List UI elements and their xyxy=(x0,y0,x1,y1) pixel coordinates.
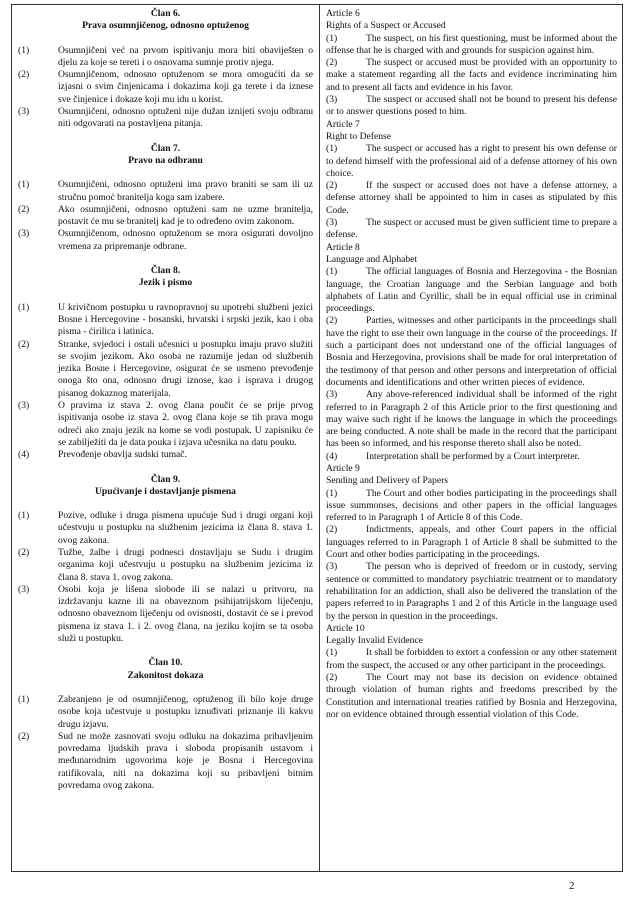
article-title: Upućivanje i dostavljanje pismena xyxy=(95,485,236,497)
paragraph-number: (2) xyxy=(326,57,338,69)
paragraph-number: (3) xyxy=(18,583,30,595)
paragraph-number: (3) xyxy=(326,561,338,573)
article-title: Language and Alphabet xyxy=(326,253,418,265)
paragraph-number: (3) xyxy=(18,106,30,118)
paragraph-number: (2) xyxy=(326,180,338,192)
article-title: Zakonitost dokaza xyxy=(127,669,204,681)
paragraph-number: (2) xyxy=(18,338,30,350)
bilingual-table xyxy=(11,4,623,872)
paragraph-number: (1) xyxy=(326,487,338,499)
paragraph xyxy=(326,524,617,561)
paragraph xyxy=(326,266,617,315)
paragraph xyxy=(18,69,313,106)
paragraph xyxy=(18,731,313,792)
paragraph xyxy=(326,57,617,94)
paragraph-number: (1) xyxy=(326,647,338,659)
paragraph xyxy=(326,180,617,217)
paragraph-text: If the suspect or accused does not have a defense attorney, a defense attorney shall be appointed to him in cases as stipulated by this Code. xyxy=(326,180,617,216)
paragraph xyxy=(18,694,313,731)
article-title: Rights of a Suspect or Accused xyxy=(326,20,446,32)
paragraph-number: (3) xyxy=(18,228,30,240)
article-title: Sending and Delivery of Papers xyxy=(326,475,449,487)
paragraph-text: The person who is deprived of freedom or in custody, serving sentence or committed to mandatory psychiatric treatment or to mandatory rehabilitation for an addiction, shall also be delivered the translation of the papers referred to in Paragraphs 1 and 2 of this Article in the language used by the person in question in the proceedings. xyxy=(326,561,617,622)
article-heading xyxy=(18,143,313,168)
paragraph-text: U krivičnom postupku u ravnopravnoj su upotrebi službeni jezici Bosne i Hercegovine - bosanski, hrvatski i srpski jezik, kao i oba pisma - ćirilica i latinica. xyxy=(58,301,313,338)
paragraph xyxy=(18,547,313,584)
paragraph xyxy=(18,204,313,229)
paragraph-number: (2) xyxy=(18,546,30,558)
paragraph-text: Osumnjičeni, odnosno optuženi ima pravo braniti se sam ili uz stručnu pomoć branitelja koga sam izabere. xyxy=(58,179,313,203)
paragraph xyxy=(18,179,313,204)
paragraph-text: Indictments, appeals, and other Court papers in the official languages referred to in Paragraph 1 of Article 8 shall be submitted to the Court and other bodies participating in the proceedings. xyxy=(326,524,617,561)
paragraph-number: (1) xyxy=(18,179,30,191)
paragraph-number: (3) xyxy=(326,217,338,229)
paragraph-text: It shall be forbidden to extort a confession or any other statement from the suspect, the accused or any other participant in the proceedings. xyxy=(326,647,617,671)
bosnian-column xyxy=(12,5,320,871)
paragraph-text: The suspect or accused must be given sufficient time to prepare a defense. xyxy=(326,217,617,241)
paragraph-text: Prevođenje obavlja sudski tumač. xyxy=(58,449,187,461)
paragraph xyxy=(18,400,313,449)
article-heading xyxy=(18,8,313,33)
article-number: Article 10 xyxy=(326,622,365,634)
article-number: Član 6. xyxy=(150,8,181,19)
paragraph-text: Osobi koja je lišena slobode ili se nalazi u pritvoru, na izdržavanju kazne ili na obaveznom psihijatrijskom liječenju, odnosno obaveznom liječenju od ovisnosti, dostavit će se i prevod pismena iz stava 1. i 2. ovog člana, na jeziku kojim se ta osoba služi u postupku. xyxy=(58,583,313,645)
article-heading xyxy=(18,265,313,290)
paragraph-number: (3) xyxy=(326,94,338,106)
article-number: Article 9 xyxy=(326,462,360,474)
paragraph xyxy=(326,217,617,242)
paragraph xyxy=(326,672,617,721)
paragraph-text: Pozive, odluke i druga pismena upućuje Sud i drugi organi koji učestvuju u postupku na službenim jezicima iz člana 8. stava 1. ovog zakona. xyxy=(58,510,313,546)
paragraph-text: The suspect or accused shall not be bound to present his defense or to answer questions posed to him. xyxy=(326,94,617,118)
article-title: Jezik i pismo xyxy=(138,277,193,289)
paragraph xyxy=(326,94,617,119)
paragraph xyxy=(326,33,617,58)
paragraph-text: Parties, witnesses and other participants in the proceedings shall have the right to use their own language in the course of the proceedings. If such a participant does not understand one of the official languages of Bosnia and Herzegovina, provisions shall be made for oral interpretation of the testimony of that person and other persons and interpretation of official documents and identifications and other written pieces of evidence. xyxy=(326,315,617,388)
paragraph-number: (4) xyxy=(326,450,338,462)
paragraph-text: O pravima iz stava 2. ovog člana poučit će se prije prvog ispitivanja osobe iz stava 2. ovog člana koje se tih prava mogu odreći ako znaju jezik na kome se vodi postupak. U zapisniku će se zabilježiti da je data pouka i izjava učesnika na datu pouku. xyxy=(58,400,313,448)
paragraph-text: The Court may not base its decision on evidence obtained through violation of human rights and freedoms prescribed by the Constitution and international treaties ratified by Bosnia and Herzegovina, nor on evidence obtained through essential violation of this Code. xyxy=(326,672,617,720)
paragraph-number: (1) xyxy=(18,510,30,522)
paragraph-text: Ako osumnjičeni, odnosno optuženi sam ne uzme branitelja, postavit će mu se branitelj kad je to određeno ovim zakonom. xyxy=(58,203,313,228)
paragraph xyxy=(18,228,313,253)
paragraph-number: (1) xyxy=(326,32,338,44)
paragraph-text: Osumnjičeni, odnosno optuženi nije dužan iznijeti svoju odbranu niti odgovarati na postavljena pitanja. xyxy=(58,106,313,130)
paragraph xyxy=(18,45,313,70)
paragraph-number: (2) xyxy=(326,524,338,536)
paragraph-number: (2) xyxy=(18,203,30,215)
paragraph-text: Sud ne može zasnovati svoju odluku na dokazima pribavljenim povredama ljudskih prava i sloboda propisanih ustavom i međunarodnim ugovorima koje je Bosna i Hercegovina ratifikovala, niti na dokazima koji su pribavljeni bitnim povredama ovog zakona. xyxy=(58,730,313,792)
paragraph xyxy=(18,584,313,645)
paragraph-number: (3) xyxy=(18,400,30,412)
paragraph-text: The official languages of Bosnia and Herzegovina - the Bosnian language, the Croatian language and the Serbian language and both alphabets of Latin and Cyrillic, shall be in equal official use in criminal proceedings. xyxy=(326,266,617,315)
paragraph-text: Osumnjičenom, odnosno optuženom se mora osigurati dovoljno vremena za pripremanje odbrane. xyxy=(58,228,313,252)
paragraph-text: Any above-referenced individual shall be informed of the right referred to in Paragraph 2 of this Article prior to the first questioning and may waive such right if he knows the language in which the proceedings are being conducted. A note shall be made in the record that the participant has been so informed, and his response thereto shall also be noted. xyxy=(326,389,617,450)
article-number: Article 7 xyxy=(326,118,360,130)
paragraph-text: The Court and other bodies participating in the proceedings shall issue summonses, decisions and other papers in the official languages referred to in Paragraph 1 of Article 8 of this Code. xyxy=(326,487,617,524)
article-title: Right to Defense xyxy=(326,130,392,142)
paragraph xyxy=(18,339,313,400)
article-number: Article 6 xyxy=(326,8,360,19)
paragraph-text: Stranke, svjedoci i ostali učesnici u postupku imaju pravo služiti se svojim jezikom. Ako osoba ne razumije jedan od službenih jezika Bosne i Hercegovine, osigurat će se usmeno prevođenje onoga što ona, odnosno drugi iznose, kao i isprava i drugog pisanog dokaznog materijala. xyxy=(58,338,313,399)
paragraph-text: The suspect or accused has a right to present his own defense or to defend himself with the professional aid of a defense attorney of his own choice. xyxy=(326,143,617,179)
paragraph-text: Osumnjičenom, odnosno optuženom se mora omogućiti da se izjasni o svim činjenicama i dokazima koji ga terete i da iznese sve činjenice i dokaze koji mu idu u korist. xyxy=(58,69,313,105)
paragraph-number: (3) xyxy=(326,389,338,401)
paragraph-number: (1) xyxy=(18,44,30,56)
article-title: Legally Invalid Evidence xyxy=(326,635,423,647)
paragraph xyxy=(326,143,617,180)
article-heading xyxy=(18,474,313,499)
paragraph xyxy=(326,451,617,463)
paragraph-number: (2) xyxy=(326,672,338,684)
article-number: Član 7. xyxy=(150,142,181,154)
article-number: Član 10. xyxy=(148,657,183,669)
paragraph-text: The suspect, on his first questioning, must be informed about the offense that he is charged with and grounds for suspicion against him. xyxy=(326,32,617,56)
paragraph-number: (1) xyxy=(326,266,338,278)
paragraph xyxy=(18,302,313,339)
article-title: Pravo na odbranu xyxy=(128,154,203,166)
paragraph xyxy=(326,315,617,389)
paragraph xyxy=(326,647,617,672)
paragraph-number: (2) xyxy=(326,315,338,327)
article-heading xyxy=(18,657,313,682)
paragraph xyxy=(326,488,617,525)
paragraph-text: Zabranjeno je od osumnjičenog, optuženog ili bilo koje druge osobe koja učestvuje u postupku iznuđivati priznanje ili kakvu drugu izjavu. xyxy=(58,693,313,730)
paragraph xyxy=(326,561,617,622)
paragraph xyxy=(18,449,313,461)
article-number: Član 8. xyxy=(150,265,181,277)
paragraph-number: (1) xyxy=(326,143,338,155)
paragraph-number: (2) xyxy=(18,730,30,742)
page-number: 2 xyxy=(569,880,575,892)
paragraph-text: Interpretation shall be performed by a Court interpreter. xyxy=(366,450,580,462)
article-title: Prava osumnjičenog, odnosno optuženog xyxy=(82,20,249,32)
paragraph xyxy=(18,510,313,547)
paragraph-text: Osumnjičeni već na prvom ispitivanju mora biti obaviješten o djelu za koje se tereti i o osnovama sumnje protiv njega. xyxy=(58,44,313,68)
paragraph xyxy=(326,389,617,450)
article-number: Article 8 xyxy=(326,241,360,253)
paragraph-number: (1) xyxy=(18,693,30,705)
english-column xyxy=(320,5,622,871)
paragraph-number: (1) xyxy=(18,301,30,313)
paragraph-text: The suspect or accused must be provided with an opportunity to make a statement regarding all the facts and evidence incriminating him and to present all facts and evidence in his favor. xyxy=(326,57,617,93)
paragraph xyxy=(18,106,313,131)
paragraph-number: (4) xyxy=(18,449,30,461)
paragraph-text: Tužbe, žalbe i drugi podnesci dostavljaju se Sudu i drugim organima koji učestvuju u postupku na službenim jezicima iz člana 8. stava 1. ovog zakona. xyxy=(58,546,313,583)
paragraph-number: (2) xyxy=(18,69,30,81)
article-number: Član 9. xyxy=(150,473,181,485)
